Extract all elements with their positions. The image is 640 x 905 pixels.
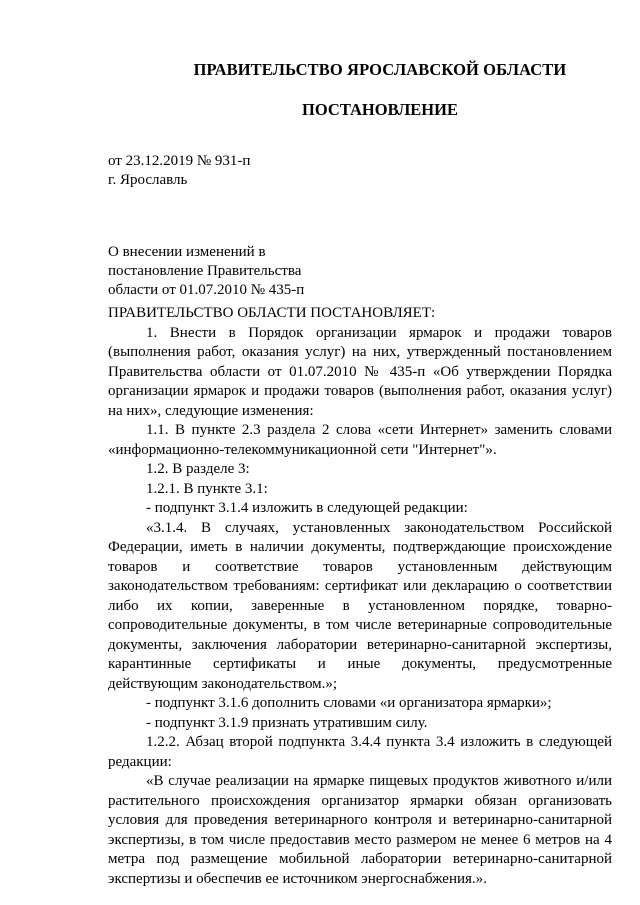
body-paragraph: - подпункт 3.1.6 дополнить словами «и организатора ярмарки»;: [146, 695, 552, 711]
body-paragraph: 1.2. В разделе 3:: [146, 461, 250, 477]
subject-line: постановление Правительства: [108, 263, 302, 279]
body-paragraph: - подпункт 3.1.9 признать утратившим силу.: [146, 714, 428, 731]
body-paragraph: 1. Внести в Порядок организации ярмарок и продажи товаров (выполнения работ, оказания услуг) на них, утвержденный постановлением Правительства области от 01.07.2010 № 435-п «Об утверждении Порядка организации ярмарок и продажи товаров (выполнения работ, оказания услуг) на них», следующие изменения:: [108, 324, 612, 419]
subject-line: области от 01.07.2010 № 435-п: [108, 282, 305, 298]
date-number: от 23.12.2019 № 931-п: [108, 153, 251, 169]
document-subject: [108, 243, 338, 300]
body-paragraph: 1.2.2. Абзац второй подпункта 3.4.4 пункта 3.4 изложить в следующей редакции:: [108, 734, 612, 770]
document-type-heading: ПОСТАНОВЛЕНИЕ: [302, 100, 458, 119]
subject-line: О внесении изменений в: [108, 244, 266, 260]
preamble: ПРАВИТЕЛЬСТВО ОБЛАСТИ ПОСТАНОВЛЯЕТ:: [108, 305, 436, 321]
document-meta: [108, 152, 250, 190]
body-paragraph: 1.2.1. В пункте 3.1:: [146, 480, 268, 497]
body-paragraph: «3.1.4. В случаях, установленных законодательством Российской Федерации, иметь в наличии документы, подтверждающие происхождение товаров и соответствие товаров установленным действующим законодательством требованиям: сертификат или декларацию о соответствии либо их копии, заверенные в установленном порядке, товарно-сопроводительные документы, в том числе ветеринарные сопроводительные документы, заключения лаборатории ветеринарно-санитарной экспертизы, карантинные сертификаты и иные документы, предусмотренные действующим законодательством.»;: [108, 519, 612, 692]
body-paragraph: «В случае реализации на ярмарке пищевых продуктов животного и/или растительного происхождения организатор ярмарки обязан организовать условия для проведения ветеринарного контроля и ветеринарно-санитарной экспертизы, в том числе предоставив место размером не менее 6 метров на 4 метра под размещение мобильной лаборатории ветеринарно-санитарной экспертизы и обеспечив ее источником энергоснабжения.».: [108, 773, 612, 887]
body-paragraph: - подпункт 3.1.4 изложить в следующей редакции:: [146, 500, 468, 516]
body-paragraph: 1.1. В пункте 2.3 раздела 2 слова «сети Интернет» заменить словами «информационно-телекоммуникационной сети "Интернет"».: [108, 422, 612, 458]
document-body: [108, 304, 612, 889]
city: г. Ярославль: [108, 172, 188, 188]
organization-title: ПРАВИТЕЛЬСТВО ЯРОСЛАВСКОЙ ОБЛАСТИ: [193, 60, 567, 79]
